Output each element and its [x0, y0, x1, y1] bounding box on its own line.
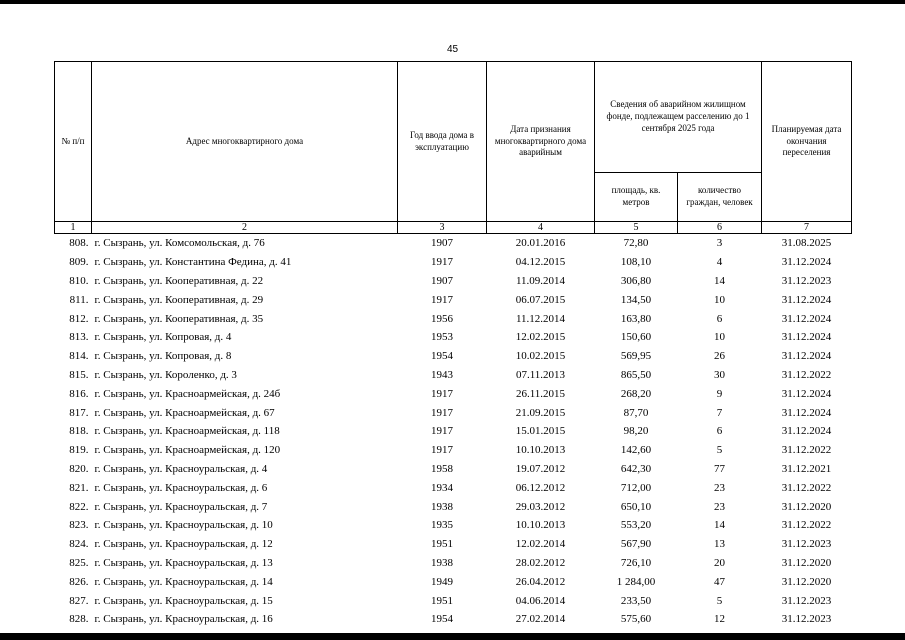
- row-number: 821.: [69, 481, 89, 494]
- emergency-date: 10.02.2015: [515, 350, 566, 363]
- residents-count: 47: [714, 575, 725, 588]
- row-number: 813.: [69, 331, 89, 344]
- table-row: [55, 347, 852, 366]
- header-area: площадь, кв. метров: [595, 173, 678, 222]
- area-value: 567,90: [620, 538, 652, 551]
- row-number: 808.: [69, 237, 89, 250]
- area-value: 87,70: [623, 406, 649, 419]
- planned-date: 31.12.2022: [781, 444, 832, 457]
- house-address: г. Сызрань, ул. Кооперативная, д. 29: [94, 293, 264, 306]
- residents-count: 3: [716, 237, 723, 250]
- bottom-border: [0, 633, 905, 640]
- house-address: г. Сызрань, ул. Красноармейская, д. 118: [94, 425, 280, 438]
- area-value: 553,20: [620, 519, 652, 532]
- planned-date: 31.12.2024: [781, 331, 832, 344]
- header-year: Год ввода дома в эксплуатацию: [398, 62, 487, 222]
- planned-date: 31.12.2022: [781, 519, 832, 532]
- emergency-date: 04.06.2014: [515, 594, 566, 607]
- resettlement-table: [54, 61, 852, 629]
- row-number: 820.: [69, 462, 89, 475]
- house-address: г. Сызрань, ул. Красноармейская, д. 24б: [94, 387, 281, 400]
- commission-year: 1954: [431, 350, 453, 363]
- area-value: 306,80: [620, 274, 652, 287]
- column-number: 6: [678, 222, 762, 234]
- row-number: 824.: [69, 538, 89, 551]
- residents-count: 12: [714, 613, 725, 626]
- table-row: [55, 290, 852, 309]
- commission-year: 1938: [431, 556, 453, 569]
- table-row: [55, 535, 852, 554]
- house-address: г. Сызрань, ул. Кооперативная, д. 22: [94, 274, 264, 287]
- area-value: 108,10: [620, 256, 652, 269]
- house-address: г. Сызрань, ул. Красноуральская, д. 15: [94, 594, 273, 607]
- row-number: 811.: [69, 293, 89, 306]
- planned-date: 31.12.2023: [781, 594, 832, 607]
- planned-date: 31.12.2024: [781, 406, 832, 419]
- area-value: 650,10: [620, 500, 652, 513]
- house-address: г. Сызрань, ул. Красноуральская, д. 7: [94, 500, 268, 513]
- commission-year: 1958: [431, 462, 453, 475]
- column-number: 3: [398, 222, 487, 234]
- commission-year: 1951: [431, 538, 453, 551]
- row-number: 819.: [69, 444, 89, 457]
- area-value: 712,00: [620, 481, 652, 494]
- area-value: 1 284,00: [616, 575, 656, 588]
- commission-year: 1949: [431, 575, 453, 588]
- residents-count: 10: [714, 331, 725, 344]
- planned-date: 31.08.2025: [781, 237, 832, 250]
- planned-date: 31.12.2020: [781, 500, 832, 513]
- residents-count: 30: [714, 368, 725, 381]
- table-row: [55, 384, 852, 403]
- house-address: г. Сызрань, ул. Красноуральская, д. 13: [94, 556, 273, 569]
- area-value: 150,60: [620, 331, 652, 344]
- area-value: 72,80: [623, 237, 649, 250]
- residents-count: 7: [716, 406, 723, 419]
- planned-date: 31.12.2020: [781, 575, 832, 588]
- row-number: 822.: [69, 500, 89, 513]
- top-border: [0, 0, 905, 4]
- residents-count: 13: [714, 538, 725, 551]
- residents-count: 5: [716, 444, 723, 457]
- commission-year: 1938: [431, 500, 453, 513]
- residents-count: 26: [714, 350, 725, 363]
- residents-count: 6: [716, 312, 723, 325]
- emergency-date: 27.02.2014: [515, 613, 566, 626]
- residents-count: 6: [716, 425, 723, 438]
- page-number: 45: [446, 44, 459, 55]
- header-address: Адрес многоквартирного дома: [92, 62, 398, 222]
- commission-year: 1907: [431, 274, 453, 287]
- row-number: 826.: [69, 575, 89, 588]
- row-number: 818.: [69, 425, 89, 438]
- emergency-date: 26.11.2015: [515, 387, 566, 400]
- residents-count: 5: [716, 594, 723, 607]
- planned-date: 31.12.2024: [781, 350, 832, 363]
- commission-year: 1917: [431, 444, 453, 457]
- planned-date: 31.12.2022: [781, 481, 832, 494]
- row-number: 815.: [69, 368, 89, 381]
- area-value: 575,60: [620, 613, 652, 626]
- table-row: [55, 366, 852, 385]
- column-number: 4: [487, 222, 595, 234]
- planned-date: 31.12.2022: [781, 368, 832, 381]
- planned-date: 31.12.2021: [781, 462, 832, 475]
- house-address: г. Сызрань, ул. Комсомольская, д. 76: [94, 237, 265, 250]
- header-info: Сведения об аварийном жилищном фонде, подлежащем расселению до 1 сентября 2025 года: [595, 62, 762, 173]
- table-row: [55, 572, 852, 591]
- area-value: 163,80: [620, 312, 652, 325]
- planned-date: 31.12.2023: [781, 613, 832, 626]
- area-value: 726,10: [620, 556, 652, 569]
- emergency-date: 10.10.2013: [515, 519, 566, 532]
- commission-year: 1917: [431, 256, 453, 269]
- area-value: 569,95: [620, 350, 652, 363]
- area-value: 233,50: [620, 594, 652, 607]
- planned-date: 31.12.2023: [781, 538, 832, 551]
- column-number: 5: [595, 222, 678, 234]
- residents-count: 23: [714, 500, 725, 513]
- column-number: 1: [55, 222, 92, 234]
- house-address: г. Сызрань, ул. Красноуральская, д. 12: [94, 538, 273, 551]
- table-row: [55, 554, 852, 573]
- emergency-date: 10.10.2013: [515, 444, 566, 457]
- table-row: [55, 591, 852, 610]
- house-address: г. Сызрань, ул. Красноуральская, д. 6: [94, 481, 268, 494]
- planned-date: 31.12.2023: [781, 274, 832, 287]
- house-address: г. Сызрань, ул. Константина Федина, д. 41: [94, 256, 292, 269]
- emergency-date: 11.09.2014: [515, 274, 566, 287]
- house-address: г. Сызрань, ул. Красноармейская, д. 120: [94, 444, 281, 457]
- row-number: 812.: [69, 312, 89, 325]
- emergency-date: 06.07.2015: [515, 293, 566, 306]
- emergency-date: 12.02.2015: [515, 331, 566, 344]
- table-row: [55, 422, 852, 441]
- header-planned: Планируемая дата окончания переселения: [762, 62, 852, 222]
- residents-count: 10: [714, 293, 725, 306]
- table-row: [55, 234, 852, 253]
- row-number: 810.: [69, 274, 89, 287]
- planned-date: 31.12.2024: [781, 256, 832, 269]
- emergency-date: 07.11.2013: [515, 368, 566, 381]
- emergency-date: 04.12.2015: [515, 256, 566, 269]
- area-value: 268,20: [620, 387, 652, 400]
- emergency-date: 11.12.2014: [515, 312, 566, 325]
- emergency-date: 28.02.2012: [515, 556, 566, 569]
- emergency-date: 20.01.2016: [515, 237, 566, 250]
- emergency-date: 15.01.2015: [515, 425, 566, 438]
- commission-year: 1935: [431, 519, 453, 532]
- residents-count: 4: [716, 256, 723, 269]
- planned-date: 31.12.2020: [781, 556, 832, 569]
- column-number: 2: [92, 222, 398, 234]
- commission-year: 1917: [431, 406, 453, 419]
- house-address: г. Сызрань, ул. Копровая, д. 8: [94, 350, 232, 363]
- table-body: [55, 234, 852, 629]
- house-address: г. Сызрань, ул. Короленко, д. 3: [94, 368, 237, 381]
- row-number: 814.: [69, 350, 89, 363]
- house-address: г. Сызрань, ул. Копровая, д. 4: [94, 331, 232, 344]
- planned-date: 31.12.2024: [781, 387, 832, 400]
- table-row: [55, 272, 852, 291]
- column-numbers-row: [55, 222, 852, 234]
- row-number: 828.: [69, 613, 89, 626]
- table-row: [55, 610, 852, 629]
- planned-date: 31.12.2024: [781, 312, 832, 325]
- table-row: [55, 460, 852, 479]
- header-date: Дата признания многоквартирного дома аварийным: [487, 62, 595, 222]
- residents-count: 20: [714, 556, 725, 569]
- row-number: 823.: [69, 519, 89, 532]
- emergency-date: 19.07.2012: [515, 462, 566, 475]
- house-address: г. Сызрань, ул. Красноуральская, д. 4: [94, 462, 268, 475]
- table-row: [55, 403, 852, 422]
- emergency-date: 12.02.2014: [515, 538, 566, 551]
- residents-count: 9: [716, 387, 723, 400]
- table-row: [55, 497, 852, 516]
- emergency-date: 06.12.2012: [515, 481, 566, 494]
- house-address: г. Сызрань, ул. Красноуральская, д. 16: [94, 613, 273, 626]
- area-value: 142,60: [620, 444, 652, 457]
- table-row: [55, 253, 852, 272]
- commission-year: 1917: [431, 293, 453, 306]
- commission-year: 1917: [431, 387, 453, 400]
- table-row: [55, 441, 852, 460]
- planned-date: 31.12.2024: [781, 425, 832, 438]
- area-value: 134,50: [620, 293, 652, 306]
- row-number: 816.: [69, 387, 89, 400]
- commission-year: 1907: [431, 237, 453, 250]
- commission-year: 1951: [431, 594, 453, 607]
- emergency-date: 21.09.2015: [515, 406, 566, 419]
- commission-year: 1954: [431, 613, 453, 626]
- row-number: 827.: [69, 594, 89, 607]
- column-number: 7: [762, 222, 852, 234]
- area-value: 642,30: [620, 462, 652, 475]
- commission-year: 1934: [431, 481, 453, 494]
- row-number: 825.: [69, 556, 89, 569]
- table-row: [55, 328, 852, 347]
- commission-year: 1917: [431, 425, 453, 438]
- table-row: [55, 516, 852, 535]
- header-num: № п/п: [55, 62, 92, 222]
- table-row: [55, 309, 852, 328]
- residents-count: 77: [714, 462, 725, 475]
- area-value: 98,20: [623, 425, 649, 438]
- house-address: г. Сызрань, ул. Красноуральская, д. 14: [94, 575, 273, 588]
- emergency-date: 29.03.2012: [515, 500, 566, 513]
- residents-count: 23: [714, 481, 725, 494]
- house-address: г. Сызрань, ул. Кооперативная, д. 35: [94, 312, 264, 325]
- commission-year: 1953: [431, 331, 453, 344]
- commission-year: 1956: [431, 312, 453, 325]
- residents-count: 14: [714, 519, 725, 532]
- residents-count: 14: [714, 274, 725, 287]
- header-count: количество граждан, человек: [678, 173, 762, 222]
- planned-date: 31.12.2024: [781, 293, 832, 306]
- emergency-date: 26.04.2012: [515, 575, 566, 588]
- house-address: г. Сызрань, ул. Красноармейская, д. 67: [94, 406, 275, 419]
- row-number: 809.: [69, 256, 89, 269]
- house-address: г. Сызрань, ул. Красноуральская, д. 10: [94, 519, 273, 532]
- row-number: 817.: [69, 406, 89, 419]
- area-value: 865,50: [620, 368, 652, 381]
- table-row: [55, 478, 852, 497]
- commission-year: 1943: [431, 368, 453, 381]
